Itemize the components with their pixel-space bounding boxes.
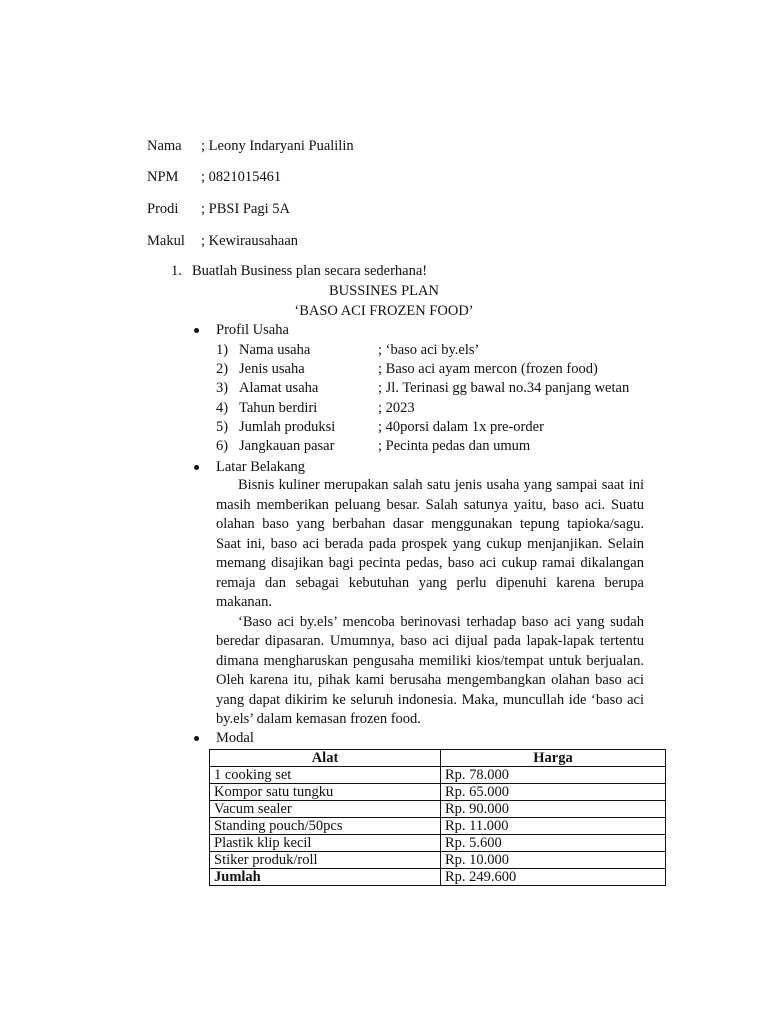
total-label: Jumlah bbox=[210, 869, 441, 886]
profil-item-value: ; ‘baso aci by.els’ bbox=[378, 342, 480, 358]
profil-item-num: 2) bbox=[216, 361, 229, 377]
table-row bbox=[210, 818, 666, 835]
table-cell: 1 cooking set bbox=[210, 767, 441, 784]
profil-item-value: ; Pecinta pedas dan umum bbox=[378, 438, 531, 454]
table-cell: Kompor satu tungku bbox=[210, 784, 441, 801]
profil-item-label: Jumlah produksi bbox=[239, 419, 336, 435]
nama-label: Nama bbox=[147, 138, 182, 154]
bullet-icon bbox=[194, 465, 199, 470]
latar-heading: Latar Belakang bbox=[216, 459, 305, 475]
latar-body bbox=[216, 476, 644, 730]
profil-item-label: Jenis usaha bbox=[239, 361, 305, 377]
profil-item-num: 3) bbox=[216, 380, 229, 396]
table-cell: Rp. 10.000 bbox=[441, 852, 666, 869]
profil-item-value: ; 40porsi dalam 1x pre-order bbox=[378, 419, 544, 435]
table-cell: Rp. 65.000 bbox=[441, 784, 666, 801]
latar-paragraph-2: ‘Baso aci by.els’ mencoba berinovasi terhadap baso aci yang sudah beredar dipasaran. Umumnya, baso aci dijual pada lapak-lapak tertentu dimana mengharuskan pengusaha memiliki kios/tempat untuk berjualan. Oleh karena itu, pihak kami berusaha mengembangkan olahan baso aci yang dapat dikirim ke seluruh indonesia. Maka, muncullah ide ‘baso aci by.els’ dalam kemasan frozen food. bbox=[216, 613, 644, 727]
table-row bbox=[210, 801, 666, 818]
table-row bbox=[210, 835, 666, 852]
npm-line bbox=[147, 168, 281, 187]
table-total-row bbox=[210, 869, 666, 886]
prodi-value: ; PBSI Pagi 5A bbox=[201, 201, 291, 217]
npm-value: ; 0821015461 bbox=[201, 169, 282, 185]
profil-item-num: 1) bbox=[216, 342, 229, 358]
bullet-icon bbox=[194, 736, 199, 741]
makul-value: ; Kewirausahaan bbox=[201, 233, 299, 249]
profil-heading: Profil Usaha bbox=[216, 322, 289, 338]
profil-item-num: 6) bbox=[216, 438, 229, 454]
column-header-alat: Alat bbox=[210, 750, 441, 767]
profil-item-label: Tahun berdiri bbox=[239, 400, 318, 416]
table-row bbox=[210, 852, 666, 869]
table-row bbox=[210, 767, 666, 784]
table-header-row bbox=[210, 750, 666, 767]
table-cell: Rp. 90.000 bbox=[441, 801, 666, 818]
profil-item-label: Jangkauan pasar bbox=[239, 438, 335, 454]
nama-value: ; Leony Indaryani Pualilin bbox=[201, 138, 354, 154]
prodi-line bbox=[147, 200, 290, 219]
modal-table bbox=[209, 749, 666, 886]
profil-item-value: ; Jl. Terinasi gg bawal no.34 panjang wetan bbox=[378, 380, 630, 396]
table-cell: Rp. 11.000 bbox=[441, 818, 666, 835]
modal-heading: Modal bbox=[216, 730, 254, 746]
table-cell: Plastik klip kecil bbox=[210, 835, 441, 852]
latar-paragraph-1: Bisnis kuliner merupakan salah satu jenis usaha yang sampai saat ini masih memberikan peluang besar. Salah satunya yaitu, baso aci. Suatu olahan baso yang berbahan dasar menggunakan tepung tapioka/sagu. Saat ini, baso aci berada pada prospek yang cukup menjanjikan. Selain memang disajikan bagi pecinta pedas, baso aci cukup ramai dikalangan remaja dan sebagai kebutuhan yang perlu dipenuhi karena berupa makanan. bbox=[216, 477, 644, 610]
question-text: Buatlah Business plan secara sederhana! bbox=[192, 263, 428, 279]
profil-item-value: ; Baso aci ayam mercon (frozen food) bbox=[378, 361, 598, 377]
npm-label: NPM bbox=[147, 169, 179, 185]
column-header-harga: Harga bbox=[441, 750, 666, 767]
profil-item-num: 4) bbox=[216, 400, 229, 416]
table-cell: Stiker produk/roll bbox=[210, 852, 441, 869]
question-number: 1. bbox=[171, 263, 182, 279]
total-value: Rp. 249.600 bbox=[441, 869, 666, 886]
doc-title: BUSSINES PLAN bbox=[329, 283, 439, 299]
makul-label: Makul bbox=[147, 233, 185, 249]
profil-item-label: Alamat usaha bbox=[239, 380, 319, 396]
profil-item-num: 5) bbox=[216, 419, 229, 435]
table-cell: Standing pouch/50pcs bbox=[210, 818, 441, 835]
bullet-icon bbox=[194, 328, 199, 333]
doc-subtitle: ‘BASO ACI FROZEN FOOD’ bbox=[294, 303, 474, 319]
prodi-label: Prodi bbox=[147, 201, 179, 217]
nama-line bbox=[147, 137, 354, 156]
profil-item-value: ; 2023 bbox=[378, 400, 415, 416]
table-cell: Rp. 5.600 bbox=[441, 835, 666, 852]
table-row bbox=[210, 784, 666, 801]
table-cell: Vacum sealer bbox=[210, 801, 441, 818]
table-cell: Rp. 78.000 bbox=[441, 767, 666, 784]
profil-item-label: Nama usaha bbox=[239, 342, 311, 358]
makul-line bbox=[147, 232, 298, 251]
